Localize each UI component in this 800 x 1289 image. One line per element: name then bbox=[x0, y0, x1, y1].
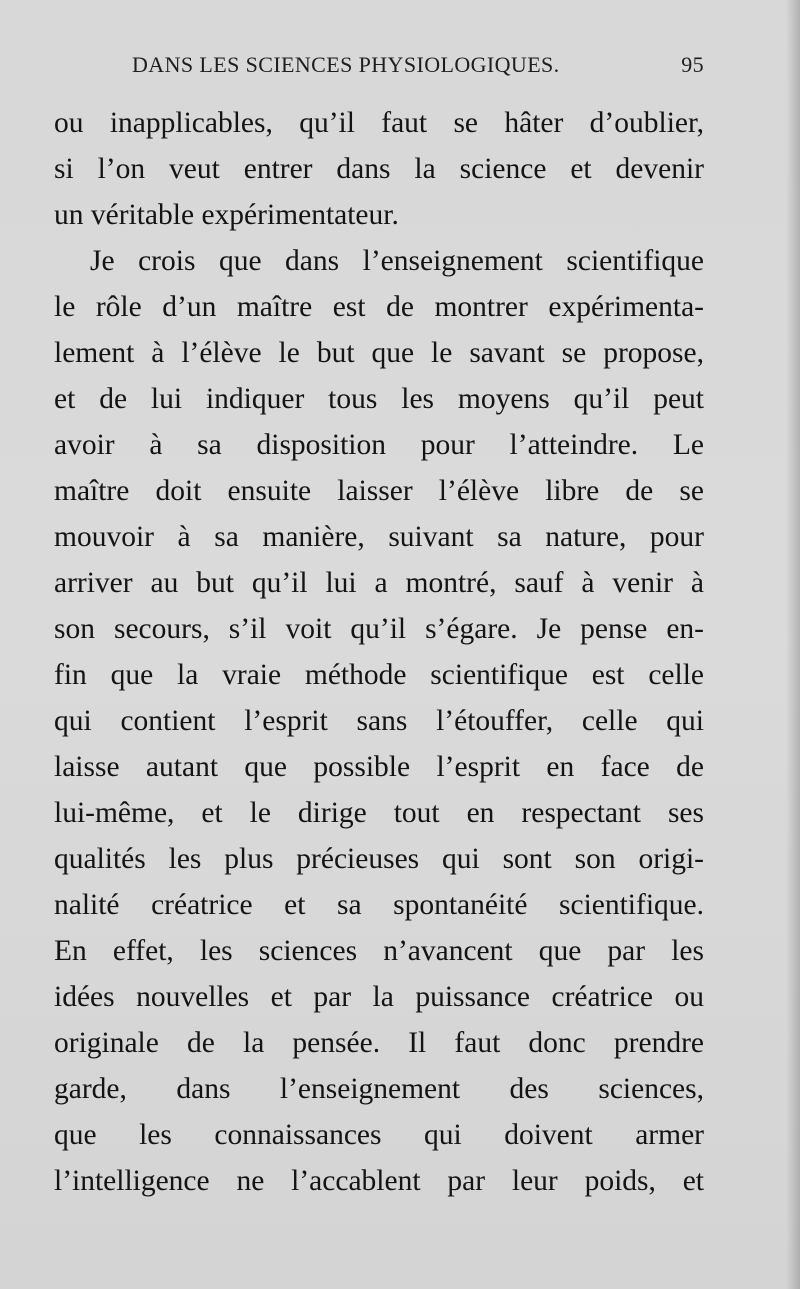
text-line: maître doit ensuite laisser l’élève libre de se bbox=[54, 475, 704, 507]
text-line: arriver au but qu’il lui a montré, sauf à venir à bbox=[54, 567, 704, 599]
text-line: le rôle d’un maître est de montrer expérimenta- bbox=[54, 291, 704, 323]
body-text bbox=[54, 100, 704, 1204]
text-line: que les connaissances qui doivent armer bbox=[54, 1119, 704, 1151]
text-line: Je crois que dans l’enseignement scientifique bbox=[90, 245, 704, 277]
text-line: originale de la pensée. Il faut donc prendre bbox=[54, 1027, 704, 1059]
running-head bbox=[132, 52, 704, 82]
text-line: son secours, s’il voit qu’il s’égare. Je pense en- bbox=[54, 613, 704, 645]
text-line: fin que la vraie méthode scientifique est celle bbox=[54, 659, 704, 691]
text-line: nalité créatrice et sa spontanéité scientifique. bbox=[54, 889, 704, 921]
text-line: ou inapplicables, qu’il faut se hâter d’oublier, bbox=[54, 107, 704, 139]
text-line: si l’on veut entrer dans la science et devenir bbox=[54, 153, 704, 185]
text-line: avoir à sa disposition pour l’atteindre. Le bbox=[54, 429, 704, 461]
text-line: un véritable expérimentateur. bbox=[54, 199, 399, 231]
text-line: garde, dans l’enseignement des sciences, bbox=[54, 1073, 704, 1105]
text-line: et de lui indiquer tous les moyens qu’il peut bbox=[54, 383, 704, 415]
text-line: lui-même, et le dirige tout en respectant ses bbox=[54, 797, 704, 829]
text-line: qualités les plus précieuses qui sont son origi- bbox=[54, 843, 704, 875]
text-line: mouvoir à sa manière, suivant sa nature, pour bbox=[54, 521, 704, 553]
text-line: En effet, les sciences n’avancent que par les bbox=[54, 935, 704, 967]
text-line: idées nouvelles et par la puissance créatrice ou bbox=[54, 981, 704, 1013]
text-line: l’intelligence ne l’accablent par leur poids, et bbox=[54, 1165, 704, 1197]
page-number: 95 bbox=[681, 52, 704, 77]
text-line: laisse autant que possible l’esprit en face de bbox=[54, 751, 704, 783]
text-line: lement à l’élève le but que le savant se propose, bbox=[54, 337, 704, 369]
text-line: qui contient l’esprit sans l’étouffer, celle qui bbox=[54, 705, 704, 737]
running-title: DANS LES SCIENCES PHYSIOLOGIQUES. bbox=[132, 52, 560, 77]
